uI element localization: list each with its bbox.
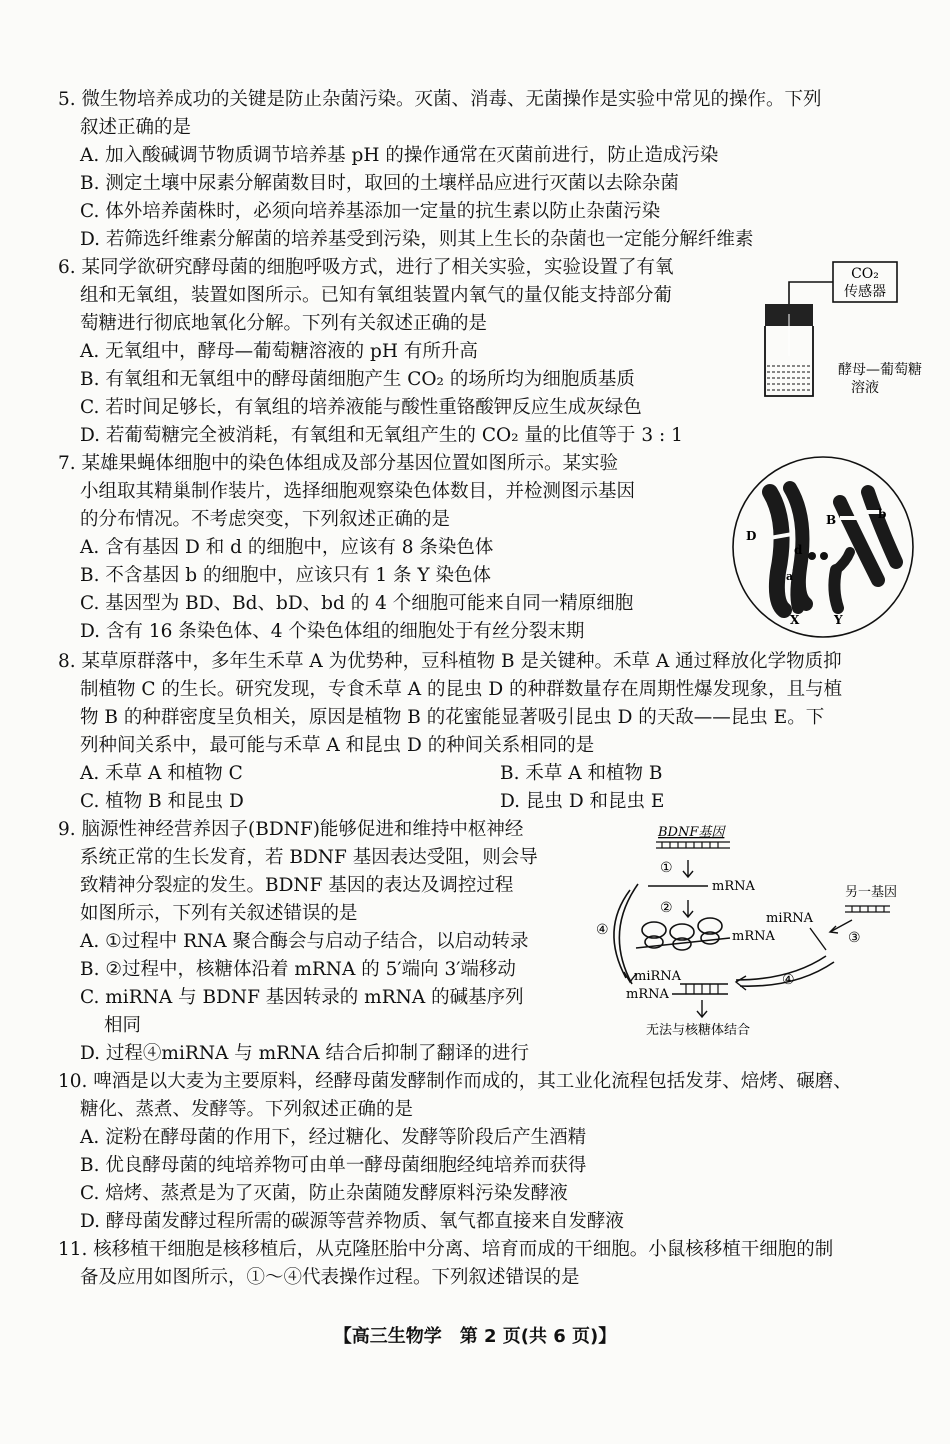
q10-option-d: D. 酵母菌发酵过程所需的碳源等营养物质、氧气都直接来自发酵液 — [80, 1211, 624, 1232]
gene-d-label: d — [794, 543, 803, 557]
q5-option-d: D. 若筛选纤维素分解菌的培养基受到污染，则其上生长的杂菌也一定能分解纤维素 — [80, 229, 754, 250]
q9-stem-line2: 系统正常的生长发育，若 BDNF 基因表达受阻，则会导 — [80, 847, 538, 868]
gene-D-label: D — [746, 529, 757, 543]
solution-label-1: 酵母—葡萄糖 — [838, 362, 922, 378]
q10-option-c: C. 焙烤、蒸煮是为了灭菌，防止杂菌随发酵原料污染发酵液 — [80, 1183, 568, 1204]
y-chromosome-label: Y — [834, 613, 843, 627]
q7-stem-line3: 的分布情况。不考虑突变，下列叙述正确的是 — [80, 509, 451, 530]
q8-option-c: C. 植物 B 和昆虫 D — [80, 791, 244, 812]
q8-options-row1 — [58, 760, 842, 788]
co2-label: CO₂ — [851, 266, 879, 282]
mirna-label-right: miRNA — [766, 911, 814, 926]
q6-stem-line2: 组和无氧组，装置如图所示。已知有氧组装置内氧气的量仅能支持部分葡 — [80, 285, 673, 306]
q8-stem-line4: 列种间关系中，最可能与禾草 A 和昆虫 D 的种间关系相同的是 — [80, 735, 595, 756]
q9-option-b: B. ②过程中，核糖体沿着 mRNA 的 5′端向 3′端移动 — [80, 959, 516, 980]
q10-stem-line1: 10. 啤酒是以大麦为主要原料，经酵母菌发酵制作而成的，其工业化流程包括发芽、焙烤、碾磨、 — [58, 1071, 852, 1092]
solution-label-2: 溶液 — [851, 380, 879, 396]
q7-option-c: C. 基因型为 BD、Bd、bD、bd 的 4 个细胞可能来自同一精原细胞 — [80, 593, 634, 614]
question-11 — [58, 1236, 833, 1292]
q8-options-row2 — [58, 788, 842, 816]
q8-option-d: D. 昆虫 D 和昆虫 E — [500, 791, 665, 812]
step1-marker: ① — [660, 860, 673, 876]
q7-chromosome-figure — [728, 452, 918, 642]
question-5 — [58, 86, 822, 254]
q9-option-c-line2: 相同 — [104, 1015, 142, 1036]
mrna-label-ribosome: mRNA — [732, 929, 775, 944]
mirna-label-bound: miRNA — [634, 969, 682, 984]
q6-stem-line3: 萄糖进行彻底地氧化分解。下列有关叙述正确的是 — [80, 313, 488, 334]
q5-option-c: C. 体外培养菌株时，必须向培养基添加一定量的抗生素以防止杂菌污染 — [80, 201, 661, 222]
q8-stem-line2: 制植物 C 的生长。研究发现，专食禾草 A 的昆虫 D 的种群数量存在周期性爆发现象，且与植 — [80, 679, 843, 700]
q7-option-d: D. 含有 16 条染色体、4 个染色体组的细胞处于有丝分裂末期 — [80, 621, 585, 642]
sensor-label: 传感器 — [844, 284, 886, 300]
q6-stem-line1: 6. 某同学欲研究酵母菌的细胞呼吸方式，进行了相关实验，实验设置了有氧 — [58, 257, 674, 278]
q6-option-c: C. 若时间足够长，有氧组的培养液能与酸性重铬酸钾反应生成灰绿色 — [80, 397, 642, 418]
q5-option-a: A. 加入酸碱调节物质调节培养基 pH 的操作通常在灭菌前进行，防止造成污染 — [80, 145, 719, 166]
question-9 — [58, 816, 538, 1068]
q6-option-b: B. 有氧组和无氧组中的酵母菌细胞产生 CO₂ 的场所均为细胞质基质 — [80, 369, 635, 390]
q9-stem-line3: 致精神分裂症的发生。BDNF 基因的表达及调控过程 — [80, 875, 514, 896]
step4-marker-left: ④ — [596, 922, 609, 938]
cannot-bind-ribosome-label: 无法与核糖体结合 — [646, 1023, 751, 1038]
question-10 — [58, 1068, 852, 1236]
q9-stem-line1: 9. 脑源性神经营养因子(BDNF)能够促进和维持中枢神经 — [58, 819, 524, 840]
q5-stem-line1: 5. 微生物培养成功的关键是防止杂菌污染。灭菌、消毒、无菌操作是实验中常见的操作。下列 — [58, 89, 822, 110]
q7-option-a: A. 含有基因 D 和 d 的细胞中，应该有 8 条染色体 — [80, 537, 494, 558]
step2-marker: ② — [660, 900, 673, 916]
q8-stem-line3: 物 B 的种群密度呈负相关，原因是植物 B 的花蜜能显著吸引昆虫 D 的天敌——昆虫 E。下 — [80, 707, 825, 728]
bdnf-gene-label: BDNF基因 — [658, 825, 725, 840]
other-gene-label: 另一基因 — [845, 885, 898, 900]
q9-option-d: D. 过程④miRNA 与 mRNA 结合后抑制了翻译的进行 — [80, 1043, 530, 1064]
question-8 — [58, 648, 842, 816]
mrna-label-top: mRNA — [712, 879, 755, 894]
q9-stem-line4: 如图所示，下列有关叙述错误的是 — [80, 903, 358, 924]
q5-stem-line2: 叙述正确的是 — [80, 117, 192, 138]
step3-marker: ③ — [848, 930, 861, 946]
q7-stem-line2: 小组取其精巢制作装片，选择细胞观察染色体数目，并检测图示基因 — [80, 481, 636, 502]
q8-option-a: A. 禾草 A 和植物 C — [80, 763, 243, 784]
q10-stem-line2: 糖化、蒸煮、发酵等。下列叙述正确的是 — [80, 1099, 414, 1120]
q7-stem-line1: 7. 某雄果蝇体细胞中的染色体组成及部分基因位置如图所示。某实验 — [58, 453, 619, 474]
mrna-label-bound: mRNA — [626, 987, 669, 1002]
gene-B-label: B — [826, 513, 837, 527]
q8-option-b: B. 禾草 A 和植物 B — [500, 763, 663, 784]
q6-option-a: A. 无氧组中，酵母—葡萄糖溶液的 pH 有所升高 — [80, 341, 478, 362]
question-6 — [58, 254, 683, 450]
q9-option-c-line1: C. miRNA 与 BDNF 基因转录的 mRNA 的碱基序列 — [80, 987, 524, 1008]
q5-option-b: B. 测定土壤中尿素分解菌数目时，取回的土壤样品应进行灭菌以去除杂菌 — [80, 173, 679, 194]
q10-option-a: A. 淀粉在酵母菌的作用下，经过糖化、发酵等阶段后产生酒精 — [80, 1127, 587, 1148]
question-7 — [58, 450, 635, 646]
q11-stem-line1: 11. 核移植干细胞是核移植后，从克隆胚胎中分离、培育而成的干细胞。小鼠核移植干细胞的制 — [58, 1239, 834, 1260]
page-footer: 【高三生物学 第 2 页(共 6 页)】 — [333, 1326, 617, 1347]
gene-a-label: a — [786, 570, 794, 583]
step4-marker-right: ④ — [782, 972, 795, 988]
q8-stem-line1: 8. 某草原群落中，多年生禾草 A 为优势种，豆科植物 B 是关键种。禾草 A 通过释放化学物质抑 — [58, 651, 842, 672]
x-chromosome-label: X — [790, 613, 800, 627]
q9-option-a: A. ①过程中 RNA 聚合酶会与启动子结合，以启动转录 — [80, 931, 529, 952]
q11-stem-line2: 备及应用如图所示，①～④代表操作过程。下列叙述错误的是 — [80, 1267, 580, 1288]
gene-b-label: b — [878, 507, 887, 521]
q6-apparatus-figure — [755, 256, 945, 416]
q6-option-d: D. 若葡萄糖完全被消耗，有氧组和无氧组产生的 CO₂ 量的比值等于 3 : 1 — [80, 425, 683, 446]
q10-option-b: B. 优良酵母菌的纯培养物可由单一酵母菌细胞经纯培养而获得 — [80, 1155, 587, 1176]
q9-gene-regulation-figure — [590, 820, 920, 1042]
q7-option-b: B. 不含基因 b 的细胞中，应该只有 1 条 Y 染色体 — [80, 565, 491, 586]
